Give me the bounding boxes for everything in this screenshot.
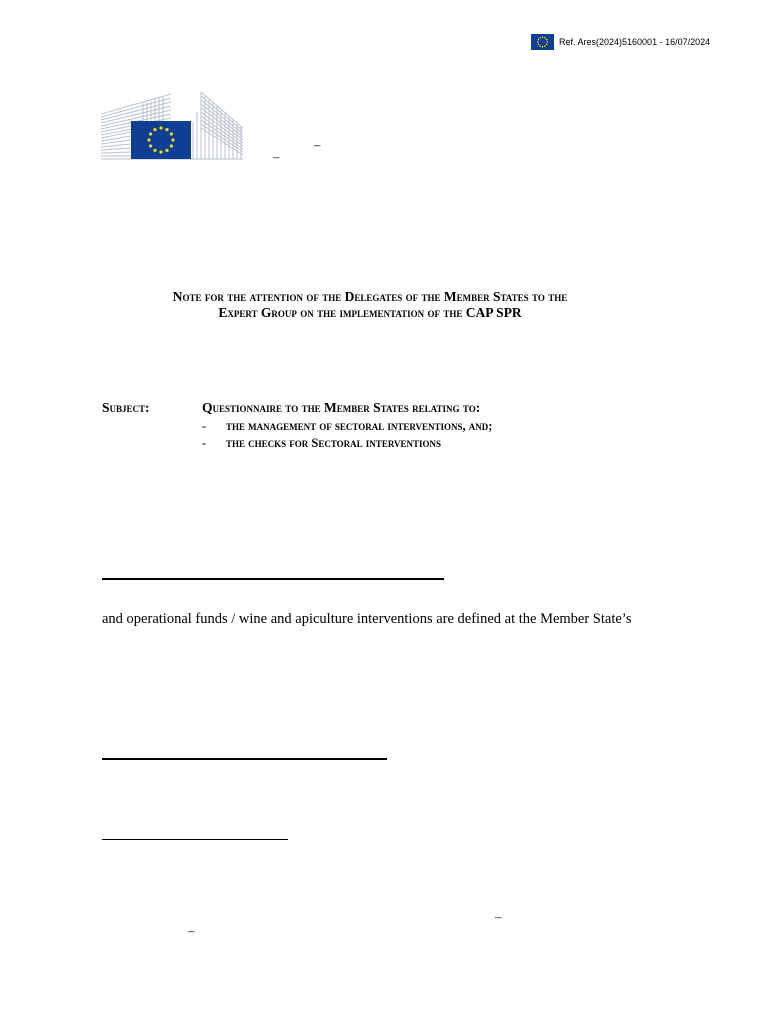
- stray-dash: –: [273, 149, 280, 164]
- document-title: [0, 289, 740, 321]
- section-divider: [102, 758, 387, 760]
- title-line-2: Expert Group on the implementation of the CAP SPR: [218, 305, 522, 320]
- subject-bullet: [202, 419, 492, 434]
- section-divider: [102, 578, 444, 580]
- subject-heading: Questionnaire to the Member States relating to:: [202, 400, 481, 415]
- eu-flag-icon: [531, 34, 554, 50]
- stray-dash: –: [314, 137, 321, 152]
- title-line-1: Note for the attention of the Delegates of the Member States to the: [172, 289, 568, 304]
- european-commission-logo: [101, 92, 243, 160]
- bullet-marker: -: [202, 436, 207, 450]
- subject-label: Subject:: [102, 400, 150, 415]
- reference-text: Ref. Ares(2024)5160001 - 16/07/2024: [559, 37, 711, 47]
- body-paragraph: and operational funds / wine and apiculture interventions are defined at the Member State’s: [102, 611, 632, 627]
- bullet-marker: -: [202, 419, 207, 433]
- subject-bullet: [202, 436, 441, 451]
- stray-dash: –: [495, 909, 502, 924]
- stray-dash: –: [188, 923, 195, 938]
- bullet-text: the checks for Sectoral interventions: [226, 436, 442, 450]
- section-divider: [102, 839, 288, 840]
- bullet-text: the management of sectoral interventions, and;: [226, 419, 493, 433]
- reference-stamp: [531, 34, 710, 50]
